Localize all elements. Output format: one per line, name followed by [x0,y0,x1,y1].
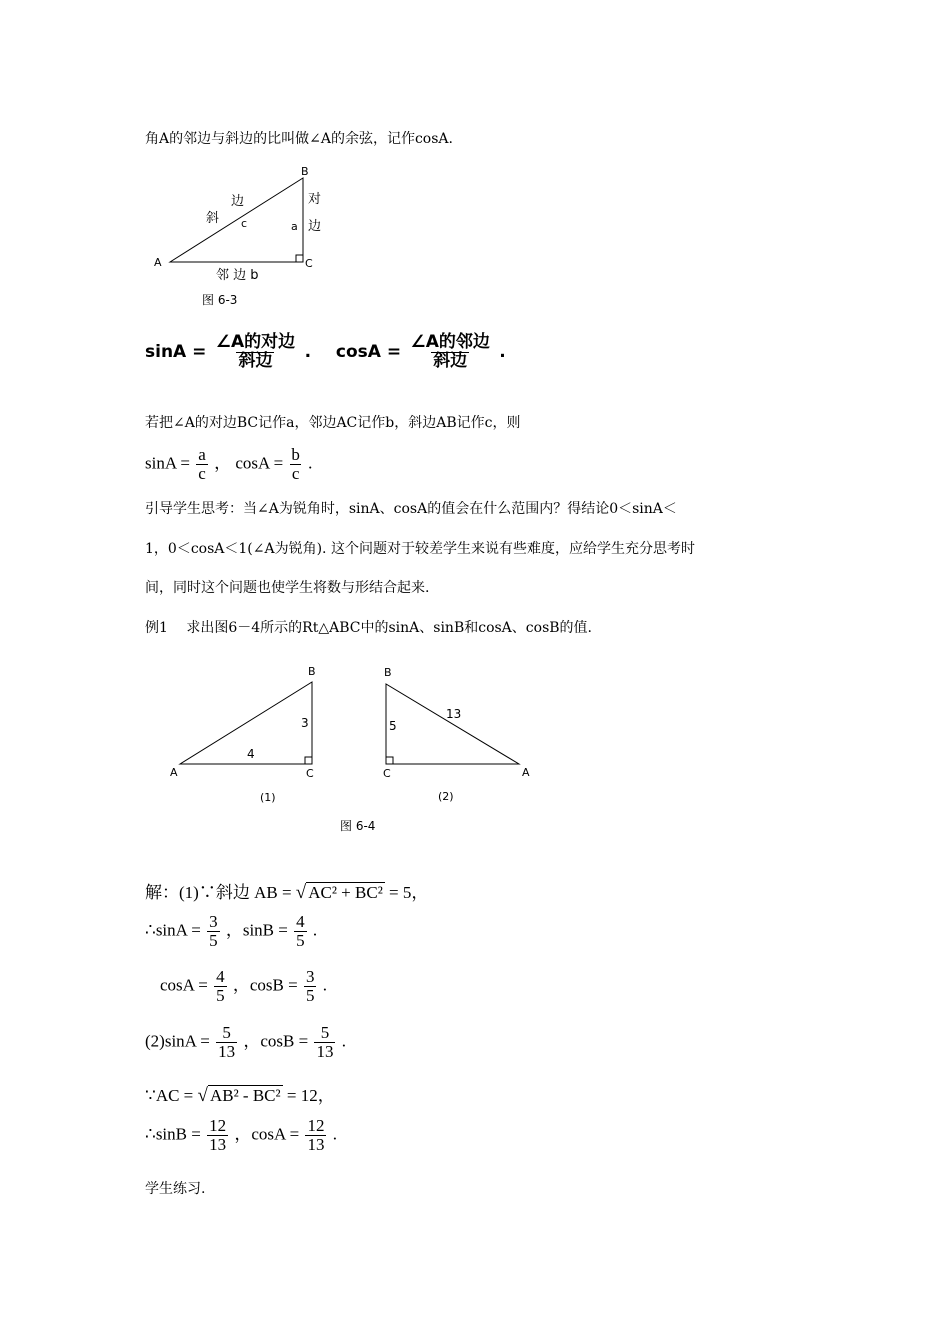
sol-l4-frac-2 [314,1024,335,1061]
sol-l1-radicand: AC² + BC² [308,883,383,902]
solution-line-6 [145,1117,337,1154]
ratio-sep: ， [214,453,232,473]
guide-line-2: 1，0＜cosA＜1(∠A为锐角). 这个问题对于较差学生来说有些难度，应给学生充分思考时 [145,541,695,557]
sol-l2-d2: 5 [296,930,305,950]
t2-side-bc: 5 [389,719,397,733]
adj-label: 邻 边 b [216,268,259,283]
ratio-line [145,446,312,483]
sol-l6-frac-2 [305,1117,326,1154]
triangle-1 [180,682,312,764]
sol-l6-end: . [332,1124,337,1144]
sol-l6-n1: 12 [209,1116,227,1135]
sol-l5-post: = 12， [286,1086,335,1105]
cos-def-lhs: cosA = [335,341,402,362]
hyp-char-1: 斜 [206,211,220,226]
t1-vertex-a: A [170,766,178,779]
sol-l3-mid: ，cosB = [232,975,298,995]
t1-label: (1) [260,791,276,804]
ratio-sin-lhs: sinA = [145,453,191,473]
ratio-cos-num: b [291,445,300,464]
sol-l2-pre: ∴sinA = [145,920,201,940]
side-a-label: a [291,220,298,233]
ratio-cos-fraction [289,446,302,483]
sin-def-denominator: 斜边 [238,350,273,371]
opp-char-1: 对 [308,192,322,207]
sin-def-period: . [304,341,312,362]
practice-line: 学生练习. [145,1181,206,1197]
t1-vertex-c: C [306,767,314,780]
sol-l3-end: . [322,975,327,995]
t2-label: (2) [438,790,454,803]
example-1: 例1 求出图6－4所示的Rt△ABC中的sinA、sinB和cosA、cosB的值. [145,620,592,636]
solution-line-5 [145,1081,335,1107]
sol-l1-post: = 5， [389,883,429,902]
sol-l4-mid: ，cosB = [243,1031,309,1051]
figure-6-4-caption: 图 6-4 [340,819,376,833]
sol-l2-end: . [312,920,318,940]
sol-l3-n2: 3 [305,967,315,986]
ratio-cos-lhs: cosA = [235,453,284,473]
triangle-1-right-angle [305,757,312,764]
sol-l2-n2: 4 [296,912,305,931]
sin-def-fraction [214,334,297,371]
sol-l2-mid: ，sinB = [225,920,288,940]
side-c-label: c [241,217,248,230]
sol-l1-pre: 解：(1)∵斜边 AB = [145,883,292,902]
t2-side-ab: 13 [446,707,462,721]
t2-vertex-b: B [384,666,392,679]
definitions-line [145,334,506,371]
sol-l3-d2: 5 [305,985,315,1005]
t2-vertex-c: C [383,767,391,780]
sol-l5-pre: ∵AC = [145,1086,194,1105]
sol-l2-frac-2 [294,913,307,950]
sol-l4-frac-1 [216,1024,237,1061]
t1-side-ac: 4 [247,747,255,761]
sol-l3-frac-1 [214,968,227,1005]
sol-l6-mid: ，cosA = [234,1124,300,1144]
cos-def-numerator: ∠A的邻边 [410,332,490,352]
sol-l6-d1: 13 [209,1134,227,1154]
sol-l4-n2: 5 [320,1023,330,1042]
guide-line-1: 引导学生思考：当∠A为锐角时，sinA、cosA的值会在什么范围内？得结论0＜sinA＜ [145,501,677,517]
sol-l2-d1: 5 [209,930,218,950]
vertex-b: B [301,165,309,178]
ratio-sin-den: c [198,463,206,483]
ratio-cos-den: c [291,463,300,483]
sol-l3-pre: cosA = [160,975,208,995]
sol-l5-radicand: AB² - BC² [209,1086,281,1105]
solution-line-2 [145,913,317,950]
sol-l6-pre: ∴sinB = [145,1124,201,1144]
sol-l6-d2: 13 [307,1134,325,1154]
sqrt-symbol-2: √ [197,1085,208,1106]
cos-def-fraction [408,334,491,371]
solution-line-4 [145,1024,346,1061]
vertex-c: C [305,257,313,270]
sol-l4-pre: (2)sinA = [145,1031,210,1051]
opp-char-2: 边 [308,219,322,234]
solution-line-1 [145,878,428,904]
ratio-end: . [308,453,313,473]
triangle-2 [386,684,519,764]
ratio-sin-num: a [198,445,206,464]
sol-l2-frac-1 [207,913,220,950]
solution-line-3 [160,968,327,1005]
sin-def-numerator: ∠A的对边 [215,332,296,352]
figure-6-3-caption: 图 6-3 [202,293,238,307]
ratio-sin-fraction [196,446,208,483]
triangle-2-right-angle [386,757,393,764]
sol-l6-frac-1 [207,1117,228,1154]
triangle-abc [170,178,303,262]
sqrt-symbol: √ [295,882,307,903]
figure-6-3 [140,160,340,310]
hyp-char-2: 边 [231,194,245,209]
intro-line: 角A的邻边与斜边的比叫做∠A的余弦，记作cosA. [145,131,453,147]
t1-vertex-b: B [308,665,316,678]
notation-line: 若把∠A的对边BC记作a，邻边AC记作b，斜边AB记作c，则 [145,415,521,431]
sol-l4-d2: 13 [316,1041,334,1061]
figure-6-4 [160,660,560,840]
sol-l6-n2: 12 [307,1116,325,1135]
guide-line-3: 间，同时这个问题也使学生将数与形结合起来. [145,580,430,596]
t2-vertex-a: A [522,766,530,779]
sol-l4-d1: 13 [218,1041,236,1061]
cos-def-period: . [499,341,506,362]
sol-l2-n1: 3 [209,912,218,931]
sol-l4-end: . [341,1031,346,1051]
right-angle-mark [296,255,303,262]
sin-def-lhs: sinA = [145,341,207,362]
vertex-a: A [154,256,162,269]
sol-l4-n1: 5 [222,1023,231,1042]
sol-l3-d1: 5 [216,985,225,1005]
t1-side-bc: 3 [301,716,309,730]
cos-def-denominator: 斜边 [433,350,468,371]
sol-l3-frac-2 [304,968,317,1005]
sol-l3-n1: 4 [216,967,225,986]
